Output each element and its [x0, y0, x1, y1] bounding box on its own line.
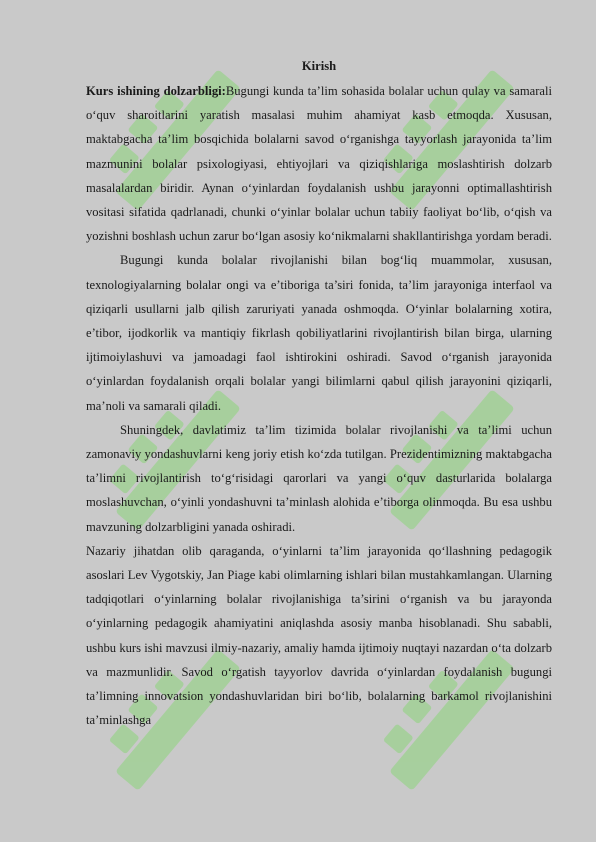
- paragraph-theory: Nazariy jihatdan olib qaraganda, o‘yinlarni ta’lim jarayonida qo‘llashning pedagogik asoslari Lev Vygotskiy, Jan Piage kabi olimlarning ishlari bilan mustahkamlangan. Ularning tadqiqotlari o‘yinlarning bolalar rivojlanishiga ta’sirini o‘rganish va bu jarayonda o‘yinlarning pedagogik ahamiyatini aniqlashda asosiy manba hisoblanadi. Shu sababli, ushbu kurs ishi mavzusi ilmiy-nazariy, amaliy hamda ijtimoiy nuqtayi nazardan o‘ta dolzarb va mazmunlidir. Savod o‘rgatish tayyorlov davrida o‘yinlardan foydalanish bugungi ta’limning innovatsion yondashuvlaridan biri bo‘lib, bolalarning barkamol rivojlanishini ta’minlashga: [86, 543, 552, 728]
- paragraph-state-policy: Shuningdek, davlatimiz ta’lim tizimida bolalar rivojlanishi va ta’limi uchun zamonaviy yondashuvlarni keng joriy etish ko‘zda tutilgan. Prezidentimizning maktabgacha ta’limni rivojlantirish to‘g‘risidagi qarorlari va yangi o‘quv dasturlarida bolalarga moslashuvchan, o‘yinli yondashuvni ta’minlash alohida e’tiborga olinmoqda. Bu esa ushbu mavzuning dolzarbligini yanada oshiradi.: [86, 422, 552, 534]
- paragraph-problems: Bugungi kunda bolalar rivojlanishi bilan bog‘liq muammolar, xususan, texnologiyalarning bolalar ongi va e’tiboriga ta’siri fonida, ta’lim jarayoniga interfaol va qiziqarli usullarni jalb qilish zaruriyati yanada oshmoqda. O‘yinlar bolalarning xotira, e’tibor, ijodkorlik va mantiqiy fikrlash qobiliyatlarini rivojlantirish bilan birga, ularning ijtimoiylashuvi va jamoadagi faol ishtirokini oshiradi. Savod o‘rganish jarayonida o‘yinlardan foydalanish orqali bolalar yangi bilimlarni qabul qilish jarayonini qiziqarli, ma’noli va samarali qiladi.: [86, 253, 552, 413]
- paragraph-text: Bugungi kunda ta’lim sohasida bolalar uchun qulay va samarali o‘quv sharoitlarini yaratish masalasi muhim ahamiyat kasb etmoqda. Xususan, maktabgacha ta’lim bosqichida bolalarni savod o‘rganishga tayyorlash jarayonida ta’lim mazmunini bolalar psixologiyasi, ehtiyojlari va qiziqishlariga moslashtirish dolzarb masalalardan biridir. Aynan o‘yinlardan foydalanish ushbu jarayonni optimallashtirish vositasi sifatida qadrlanadi, chunki o‘yinlar bolalar uchun tabiiy faoliyat bo‘lib, o‘qish va yozishni boshlash uchun zarur bo‘lgan asosiy ko‘nikmalarni shakllantirishga yordam beradi.: [86, 84, 553, 244]
- page-title: Kirish: [301, 59, 337, 73]
- document-page: [86, 58, 552, 732]
- paragraph-relevance: [86, 79, 552, 248]
- paragraph-lead: Kurs ishining dolzarbligi:: [86, 84, 226, 98]
